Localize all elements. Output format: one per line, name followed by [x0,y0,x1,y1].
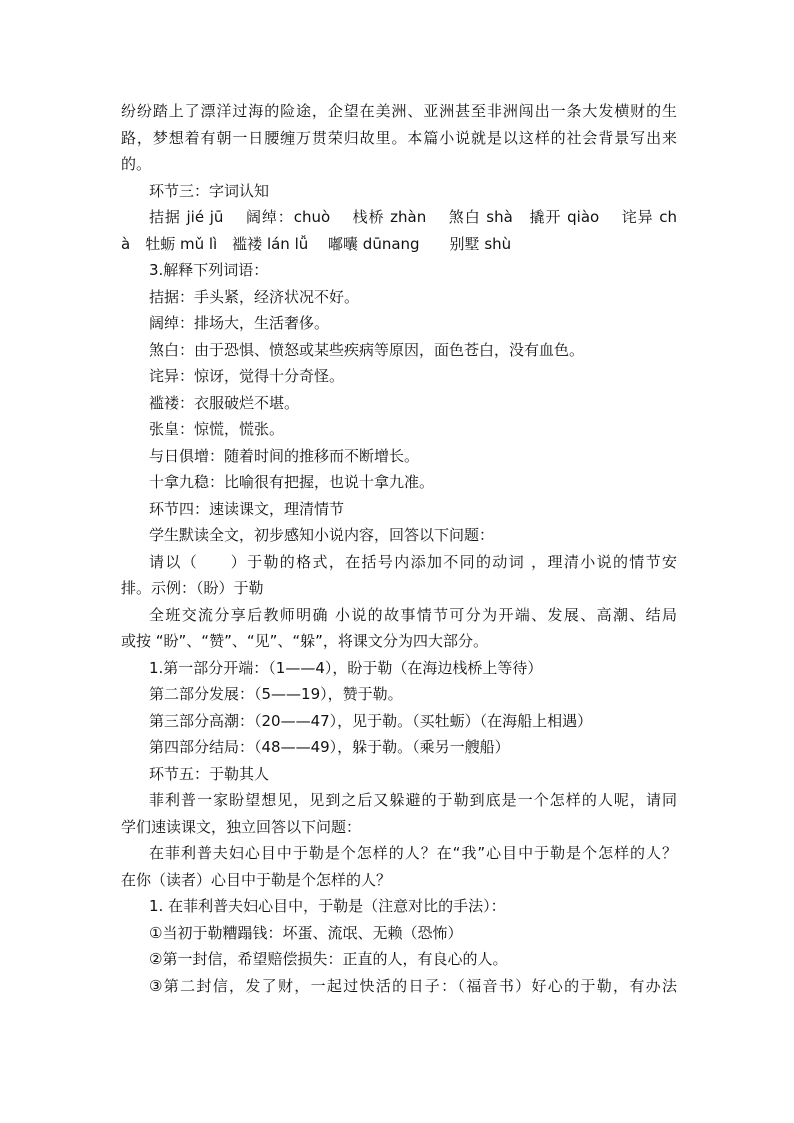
text-line: 张皇：惊慌，慌张。 [149,420,285,438]
text-line: 学生默读全文，初步感知小说内容，回答以下问题： [149,526,495,544]
text-line: 在你（读者）心目中于勒是个怎样的人？ [121,870,392,889]
text-line: 的。 [121,155,152,173]
text-line: 煞白：由于恐惧、愤怒或某些疾病等原因，面色苍白，没有血色。 [149,340,585,359]
text-line: 或按 “盼”、“赞”、“见”、“躲”，将课文分为四大部分。 [121,632,488,650]
text-line: 十拿九稳：比喻很有把握，也说十拿九准。 [149,473,435,491]
text-line: 褴褛：衣服破烂不堪。 [149,393,300,412]
text-line: 1. 在菲利普夫妇心目中，于勒是（注意对比的手法）： [149,897,506,915]
text-line: 请以（ ）于勒的格式，在括号内添加不同的动词 ，理清小说的情节安 [149,552,677,571]
text-line: 第二部分发展：（5——19），赞于勒。 [149,685,403,703]
text-line: 1.第一部分开端：（1——4），盼于勒（在海边栈桥上等待） [149,658,543,677]
text-line: 纷纷踏上了漂洋过海的险途，企望在美洲、亚洲甚至非洲闯出一条大发横财的生 [121,102,677,120]
document-body [121,98,677,999]
text-line: 排。示例：（盼）于勒 [121,579,264,597]
text-line: 与日俱增：随着时间的推移而不断增长。 [149,446,420,465]
text-line: 学们速读课文，独立回答以下问题： [121,817,362,836]
text-line: 环节四：速读课文，理清情节 [149,499,345,518]
text-line: 拮据 jié jū 阔绰：chuò 栈桥 zhàn 煞白 shà 撬开 qiào 诧异 ch [149,208,677,226]
text-line: 第四部分结局：（48——49），躲于勒。（乘另一艘船） [149,738,510,756]
text-line: 菲利普一家盼望想见，见到之后又躲避的于勒到底是一个怎样的人呢，请同 [149,791,677,809]
text-line: 3.解释下列词语： [149,261,269,279]
text-line: à 牡蛎 mǔ lì 褴褛 lán lǚ 嘟囔 dūnang 别墅 shù [121,234,512,253]
text-line: 拮据：手头紧，经济状况不好。 [149,287,360,306]
text-line: 全班交流分享后教师明确 小说的故事情节可分为开端、发展、高潮、结局 [149,605,677,624]
text-line: 在菲利普夫妇心目中于勒是个怎样的人？在“我”心目中于勒是个怎样的人？ [149,844,677,862]
text-line: ③第二封信，发了财，一起过快活的日子：（福音书）好心的于勒，有办法 [149,976,677,995]
text-line: ①当初于勒糟蹋钱：坏蛋、流氓、无赖（恐怖） [149,923,463,942]
text-line: 诧异：惊讶，觉得十分奇怪。 [149,367,345,385]
text-line: ②第一封信，希望赔偿损失：正直的人，有良心的人。 [149,950,508,968]
text-line: 路，梦想着有朝一日腰缠万贯荣归故里。本篇小说就是以这样的社会背景写出来 [121,128,677,147]
text-line: 环节五：于勒其人 [149,764,270,783]
text-line: 环节三：字词认知 [149,181,270,200]
text-line: 第三部分高潮：（20——47），见于勒。（买牡蛎）（在海船上相遇） [149,711,593,730]
text-line: 阔绰：排场大，生活奢侈。 [149,314,330,332]
